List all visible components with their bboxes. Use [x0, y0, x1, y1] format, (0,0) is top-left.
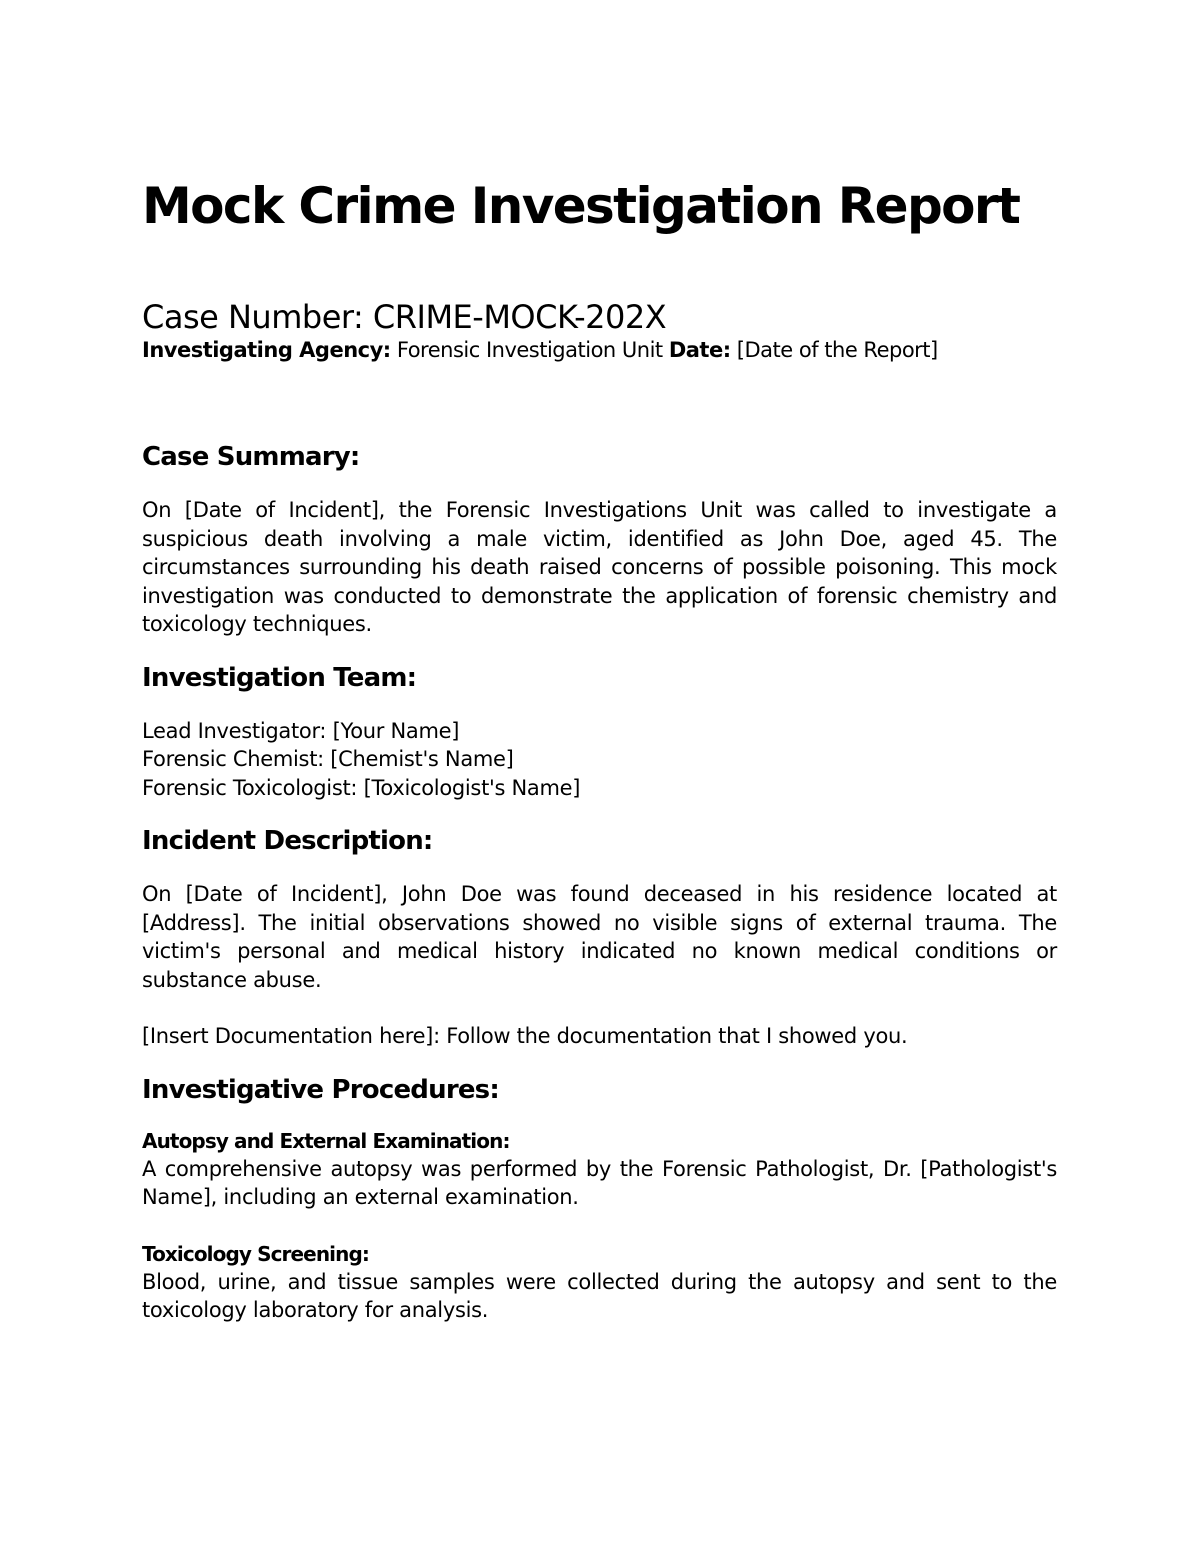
case-number: Case Number: CRIME-MOCK-202X	[142, 298, 667, 336]
case-summary-text: On [Date of Incident], the Forensic Investigations Unit was called to investigate a suspicious death involving a male victim, identified as John Doe, aged 45. The circumstances surrounding his death raised concerns of possible poisoning. This mock investigation was conducted to demonstrate the application of forensic chemistry and toxicology techniques.	[142, 498, 1057, 636]
investigation-team-heading: Investigation Team:	[142, 662, 417, 693]
agency-label: Investigating Agency:	[142, 338, 391, 362]
team-list	[142, 717, 1057, 803]
agency-value: Forensic Investigation Unit	[390, 338, 669, 362]
team-member-lead: Lead Investigator: [Your Name]	[142, 718, 460, 743]
incident-description-text: On [Date of Incident], John Doe was found deceased in his residence located at [Address]. The initial observations showed no visible signs of external trauma. The victim's personal and medical history indicated no known medical conditions or substance abuse.	[142, 882, 1057, 992]
case-summary-heading: Case Summary:	[142, 442, 360, 472]
team-member-toxicologist: Forensic Toxicologist: [Toxicologist's Name]	[142, 775, 581, 800]
documentation-note: [Insert Documentation here]: Follow the documentation that I showed you.	[142, 1024, 908, 1048]
document-page	[142, 176, 1057, 1325]
toxicology-heading: Toxicology Screening:	[142, 1241, 369, 1266]
document-title: Mock Crime Investigation Report	[142, 177, 1020, 235]
autopsy-heading: Autopsy and External Examination:	[142, 1128, 510, 1153]
investigative-procedures-heading: Investigative Procedures:	[142, 1074, 499, 1105]
date-value: [Date of the Report]	[730, 338, 938, 362]
team-member-chemist: Forensic Chemist: [Chemist's Name]	[142, 747, 514, 771]
autopsy-text: A comprehensive autopsy was performed by the Forensic Pathologist, Dr. [Pathologist's Name], including an external examination.	[142, 1156, 1057, 1209]
agency-date-line	[142, 336, 1057, 364]
date-label: Date:	[668, 338, 731, 362]
incident-description-heading: Incident Description:	[142, 826, 433, 856]
toxicology-text: Blood, urine, and tissue samples were collected during the autopsy and sent to the toxicology laboratory for analysis.	[142, 1269, 1057, 1322]
